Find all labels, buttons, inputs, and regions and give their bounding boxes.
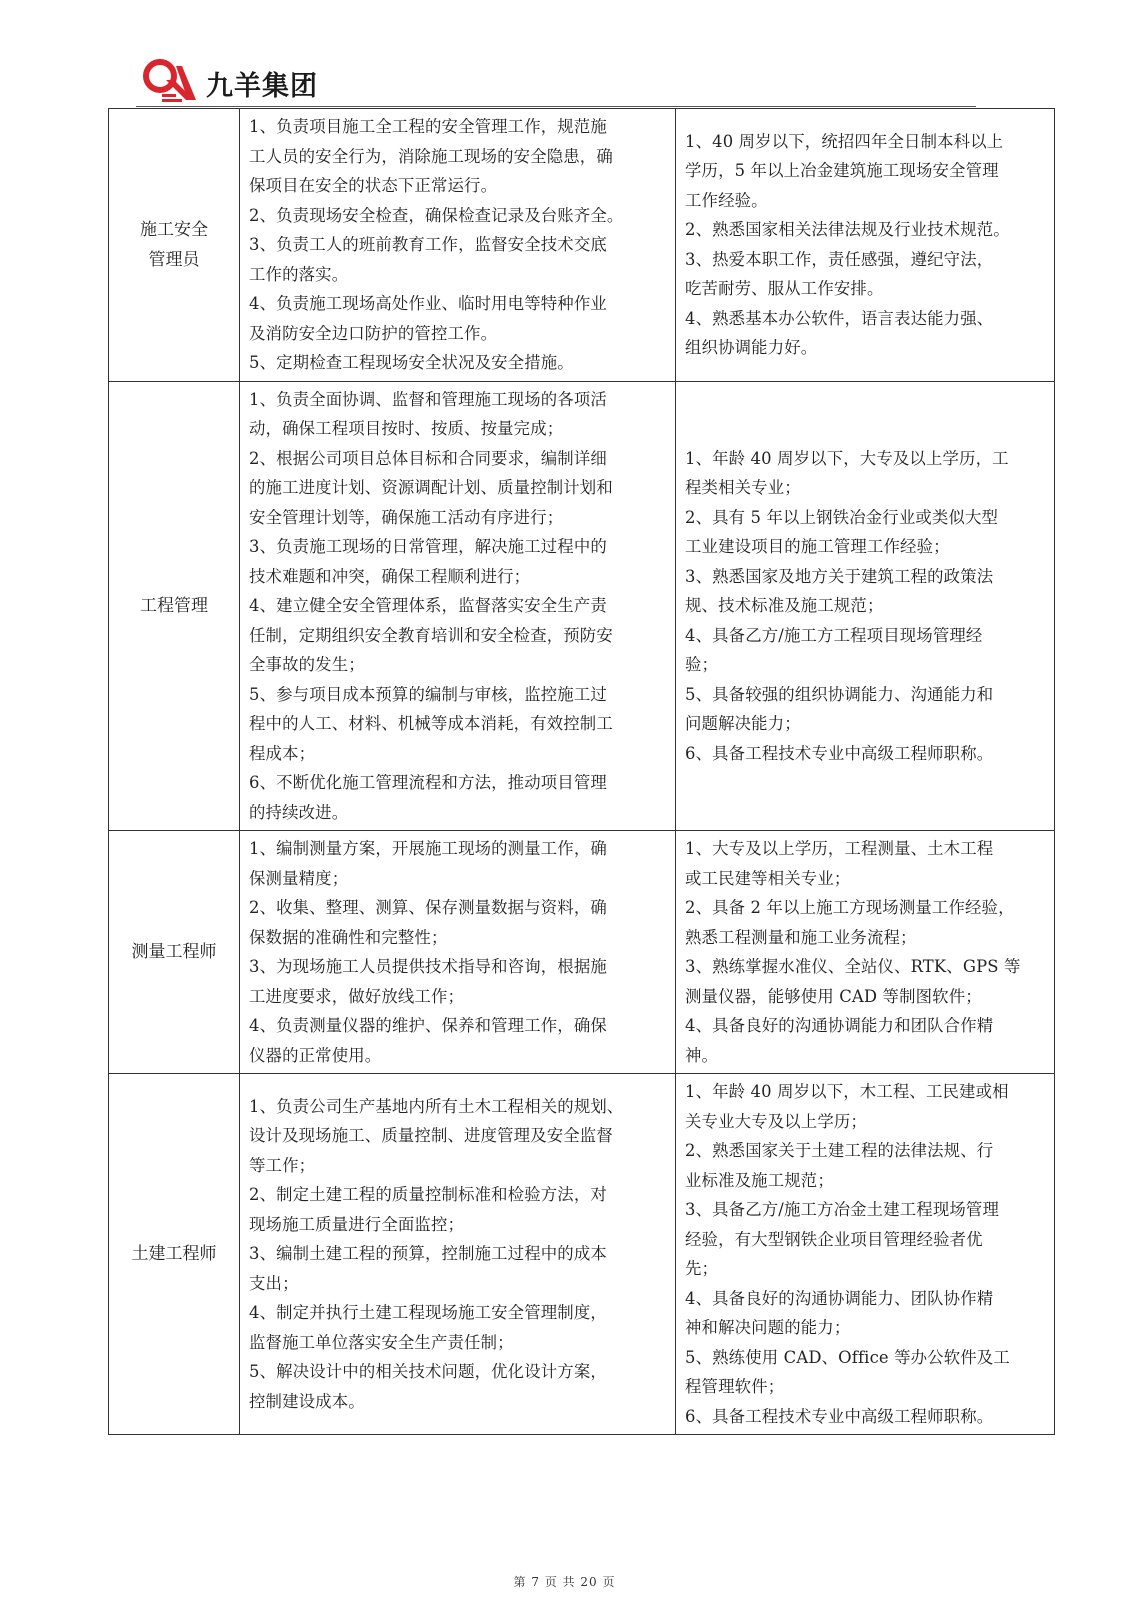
duty-line: 4、制定并执行土建工程现场施工安全管理制度，: [249, 1303, 607, 1323]
requirement-line: 3、具备乙方/施工方冶金土建工程现场管理: [685, 1200, 999, 1219]
duties-cell: [240, 109, 676, 382]
duty-line: 的施工进度计划、资源调配计划、质量控制计划和: [249, 478, 613, 497]
requirement-line: 测量仪器，能够使用 CAD 等制图软件；: [685, 986, 982, 1006]
requirement-line: 关专业大专及以上学历；: [685, 1111, 867, 1131]
duty-line: 2、制定土建工程的质量控制标准和检验方法，对: [249, 1185, 607, 1205]
requirement-line: 4、熟悉基本办公软件，语言表达能力强、: [685, 308, 994, 328]
duty-line: 2、根据公司项目总体目标和合同要求，编制详细: [249, 448, 607, 468]
requirement-line: 3、熟练掌握水准仪、全站仪、RTK、GPS 等: [685, 957, 1021, 976]
duty-line: 工作的落实。: [249, 264, 349, 284]
duty-line: 保数据的准确性和完整性；: [249, 927, 448, 947]
jiuyang-logo-icon: [140, 56, 204, 104]
duty-line: 1、负责公司生产基地内所有土木工程相关的规划、: [249, 1096, 624, 1116]
requirement-line: 2、具备 2 年以上施工方现场测量工作经验，: [685, 898, 1015, 917]
duties-cell: [240, 1074, 676, 1435]
duties-cell: [240, 381, 676, 831]
duty-line: 程成本；: [249, 743, 316, 763]
requirement-line: 程管理软件；: [685, 1377, 785, 1396]
duty-line: 控制建设成本。: [249, 1391, 365, 1411]
duty-line: 仪器的正常使用。: [249, 1045, 382, 1065]
requirement-line: 6、具备工程技术专业中高级工程师职称。: [685, 743, 994, 763]
duties-cell: [240, 831, 676, 1074]
table-row: [109, 381, 1055, 831]
requirement-line: 2、熟悉国家关于土建工程的法律法规、行: [685, 1141, 994, 1160]
duty-line: 保项目在安全的状态下正常运行。: [249, 176, 498, 195]
role-title: 管理员: [148, 249, 200, 270]
requirements-cell: [676, 381, 1055, 831]
requirement-line: 1、年龄 40 周岁以下，木工程、工民建或相: [685, 1082, 1009, 1101]
requirement-line: 6、具备工程技术专业中高级工程师职称。: [685, 1406, 994, 1426]
requirement-line: 先；: [685, 1259, 719, 1278]
duty-line: 全事故的发生；: [249, 655, 365, 674]
duty-line: 保测量精度；: [249, 868, 349, 888]
role-title-cell: [109, 831, 240, 1074]
requirement-line: 程类相关专业；: [685, 478, 801, 497]
requirement-line: 经验，有大型钢铁企业项目管理经验者优: [685, 1229, 983, 1249]
duty-line: 3、负责工人的班前教育工作，监督安全技术交底: [249, 235, 607, 254]
requirement-line: 神。: [685, 1045, 719, 1065]
duty-line: 工进度要求，做好放线工作；: [249, 986, 465, 1006]
requirement-line: 4、具备乙方/施工方工程项目现场管理经: [685, 625, 983, 645]
duty-line: 现场施工质量进行全面监控；: [249, 1214, 465, 1234]
header-divider: [136, 106, 976, 107]
role-title: 测量工程师: [131, 942, 217, 962]
duty-line: 设计及现场施工、质量控制、进度管理及安全监督: [249, 1126, 613, 1146]
duty-line: 等工作；: [249, 1155, 316, 1175]
duty-line: 任制，定期组织安全教育培训和安全检查，预防安: [249, 625, 613, 645]
role-title-cell: [109, 1074, 240, 1435]
duty-line: 3、编制土建工程的预算，控制施工过程中的成本: [249, 1244, 607, 1264]
duty-line: 5、定期检查工程现场安全状况及安全措施。: [249, 353, 574, 372]
requirement-line: 5、熟练使用 CAD、Office 等办公软件及工: [685, 1347, 1010, 1367]
page-header: [136, 52, 976, 108]
duty-line: 及消防安全边口防护的管控工作。: [249, 323, 498, 343]
duty-line: 工人员的安全行为，消除施工现场的安全隐患，确: [249, 146, 613, 166]
role-title: 土建工程师: [131, 1244, 217, 1264]
duty-line: 支出；: [249, 1273, 299, 1293]
requirement-line: 问题解决能力；: [685, 714, 801, 733]
requirement-line: 2、具有 5 年以上钢铁冶金行业或类似大型: [685, 507, 999, 527]
duty-line: 2、负责现场安全检查，确保检查记录及台账齐全。: [249, 205, 624, 225]
duty-line: 3、负责施工现场的日常管理，解决施工过程中的: [249, 537, 607, 556]
duty-line: 安全管理计划等，确保施工活动有序进行；: [249, 507, 564, 527]
requirement-line: 1、40 周岁以下，统招四年全日制本科以上: [685, 131, 1004, 151]
requirements-cell: [676, 831, 1055, 1074]
duty-line: 4、负责测量仪器的维护、保养和管理工作，确保: [249, 1016, 607, 1035]
requirement-line: 2、熟悉国家相关法律法规及行业技术规范。: [685, 220, 1010, 240]
duty-line: 1、负责全面协调、监督和管理施工现场的各项活: [249, 389, 607, 409]
requirement-line: 组织协调能力好。: [685, 338, 818, 358]
duty-line: 程中的人工、材料、机械等成本消耗，有效控制工: [249, 714, 613, 733]
requirement-line: 4、具备良好的沟通协调能力、团队协作精: [685, 1288, 994, 1308]
requirement-line: 验；: [685, 655, 719, 674]
duty-line: 动，确保工程项目按时、按质、按量完成；: [249, 419, 564, 438]
requirements-cell: [676, 1074, 1055, 1435]
requirement-line: 工业建设项目的施工管理工作经验；: [685, 537, 950, 556]
requirement-line: 5、具备较强的组织协调能力、沟通能力和: [685, 684, 994, 704]
requirement-line: 业标准及施工规范；: [685, 1170, 834, 1190]
duty-line: 1、编制测量方案，开展施工现场的测量工作，确: [249, 839, 607, 858]
table-row: [109, 1074, 1055, 1435]
requirement-line: 吃苦耐劳、服从工作安排。: [685, 279, 884, 299]
duty-line: 2、收集、整理、测算、保存测量数据与资料，确: [249, 898, 607, 917]
requirement-line: 3、熟悉国家及地方关于建筑工程的政策法: [685, 566, 994, 586]
duty-line: 技术难题和冲突，确保工程顺利进行；: [249, 566, 531, 586]
requirement-line: 熟悉工程测量和施工业务流程；: [685, 927, 917, 947]
requirements-cell: [676, 109, 1055, 382]
role-title-cell: [109, 381, 240, 831]
requirement-line: 工作经验。: [685, 190, 768, 210]
role-title: 工程管理: [140, 595, 208, 616]
role-title: 施工安全: [140, 219, 208, 240]
duty-line: 6、不断优化施工管理流程和方法，推动项目管理: [249, 773, 607, 792]
company-name: 九羊集团: [206, 71, 318, 102]
requirement-line: 规、技术标准及施工规范；: [685, 596, 884, 615]
duty-line: 监督施工单位落实安全生产责任制；: [249, 1332, 514, 1352]
requirement-line: 1、年龄 40 周岁以下，大专及以上学历，工: [685, 448, 1009, 468]
duty-line: 的持续改进。: [249, 802, 349, 822]
requirement-line: 或工民建等相关专业；: [685, 868, 851, 888]
duty-line: 4、负责施工现场高处作业、临时用电等特种作业: [249, 294, 607, 313]
requirement-line: 4、具备良好的沟通协调能力和团队合作精: [685, 1016, 994, 1035]
duty-line: 4、建立健全安全管理体系，监督落实安全生产责: [249, 596, 607, 615]
duty-line: 3、为现场施工人员提供技术指导和咨询，根据施: [249, 957, 607, 976]
table-row: [109, 109, 1055, 382]
duty-line: 5、参与项目成本预算的编制与审核，监控施工过: [249, 684, 607, 704]
requirement-line: 神和解决问题的能力；: [685, 1318, 851, 1337]
page-footer: 第 7 页 共 20 页: [513, 1575, 616, 1589]
requirement-line: 3、热爱本职工作，责任感强，遵纪守法，: [685, 249, 994, 269]
requirement-line: 1、大专及以上学历，工程测量、土木工程: [685, 839, 994, 858]
job-roles-table: [108, 108, 1055, 1435]
requirement-line: 学历，5 年以上冶金建筑施工现场安全管理: [685, 161, 999, 181]
role-title-cell: [109, 109, 240, 382]
duty-line: 5、解决设计中的相关技术问题，优化设计方案，: [249, 1362, 607, 1382]
duty-line: 1、负责项目施工全工程的安全管理工作，规范施: [249, 117, 607, 136]
table-row: [109, 831, 1055, 1074]
